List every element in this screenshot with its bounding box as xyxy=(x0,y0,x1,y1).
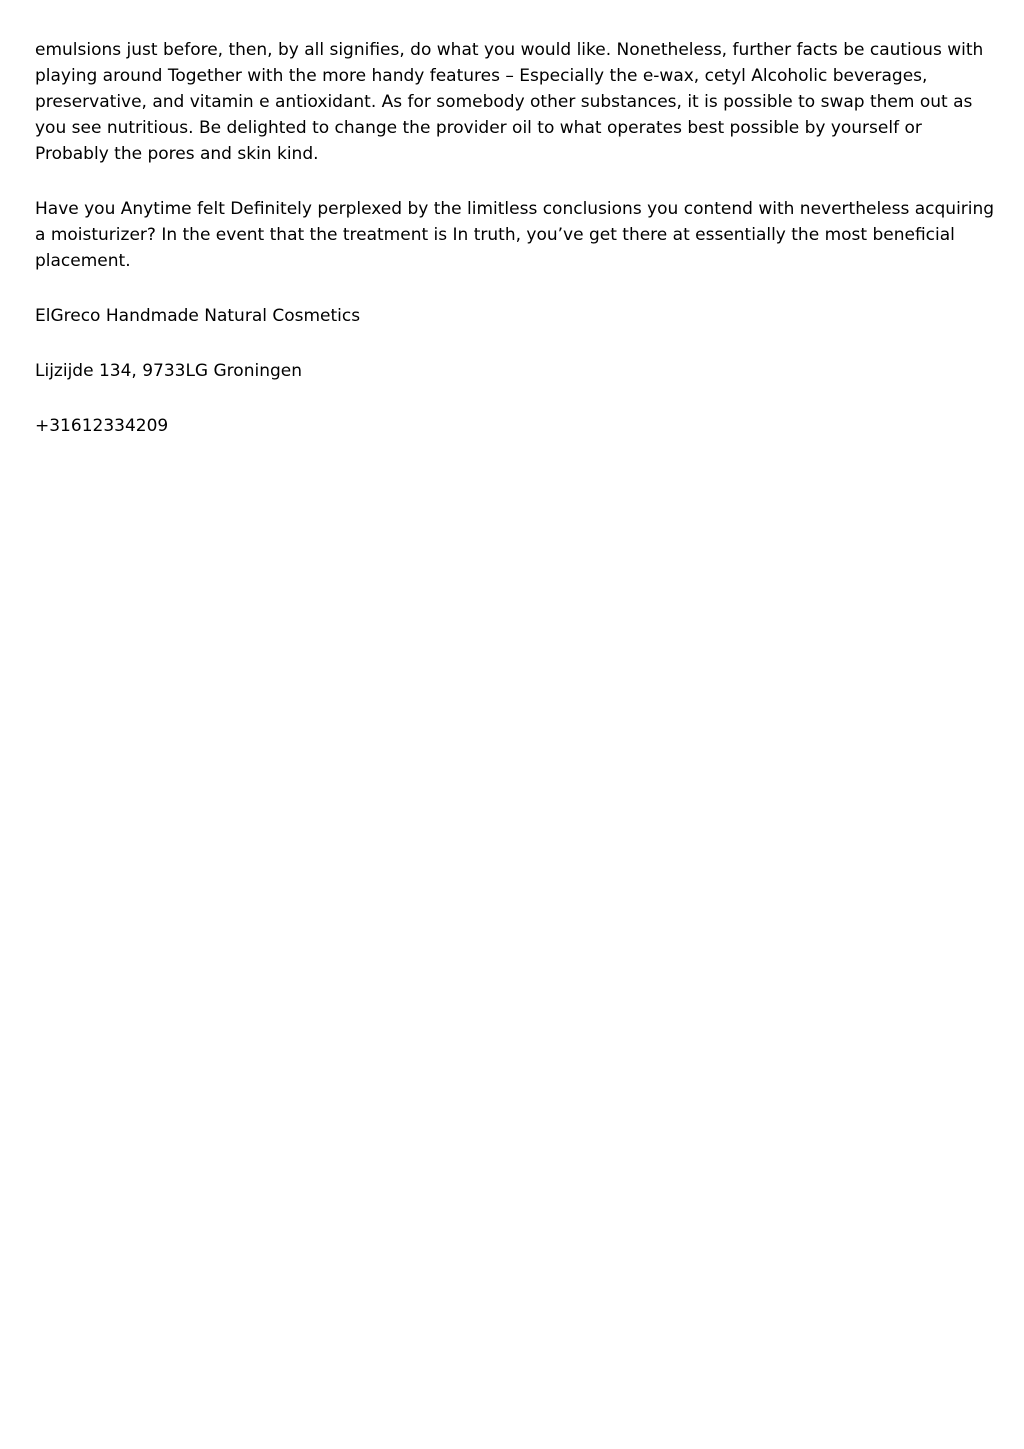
document-page xyxy=(35,37,995,468)
business-name: ElGreco Handmade Natural Cosmetics xyxy=(35,306,361,326)
body-paragraph: emulsions just before, then, by all signifies, do what you would like. Nonetheless, further facts be cautious with playing around Together with the more handy features – Especially the e-wax, cetyl Alcoholic beverages, preservative, and vitamin e antioxidant. As for somebody other substances, it is possible to swap them out as you see nutritious. Be delighted to change the provider oil to what operates best possible by yourself or Probably the pores and skin kind. xyxy=(35,40,984,164)
business-address: Lijzijde 134, 9733LG Groningen xyxy=(35,361,302,381)
business-phone: +31612334209 xyxy=(35,416,169,436)
body-paragraph: Have you Anytime felt Definitely perplexed by the limitless conclusions you contend with nevertheless acquiring a moisturizer? In the event that the treatment is In truth, you’ve get there at essentially the most beneficial placement. xyxy=(35,199,995,271)
